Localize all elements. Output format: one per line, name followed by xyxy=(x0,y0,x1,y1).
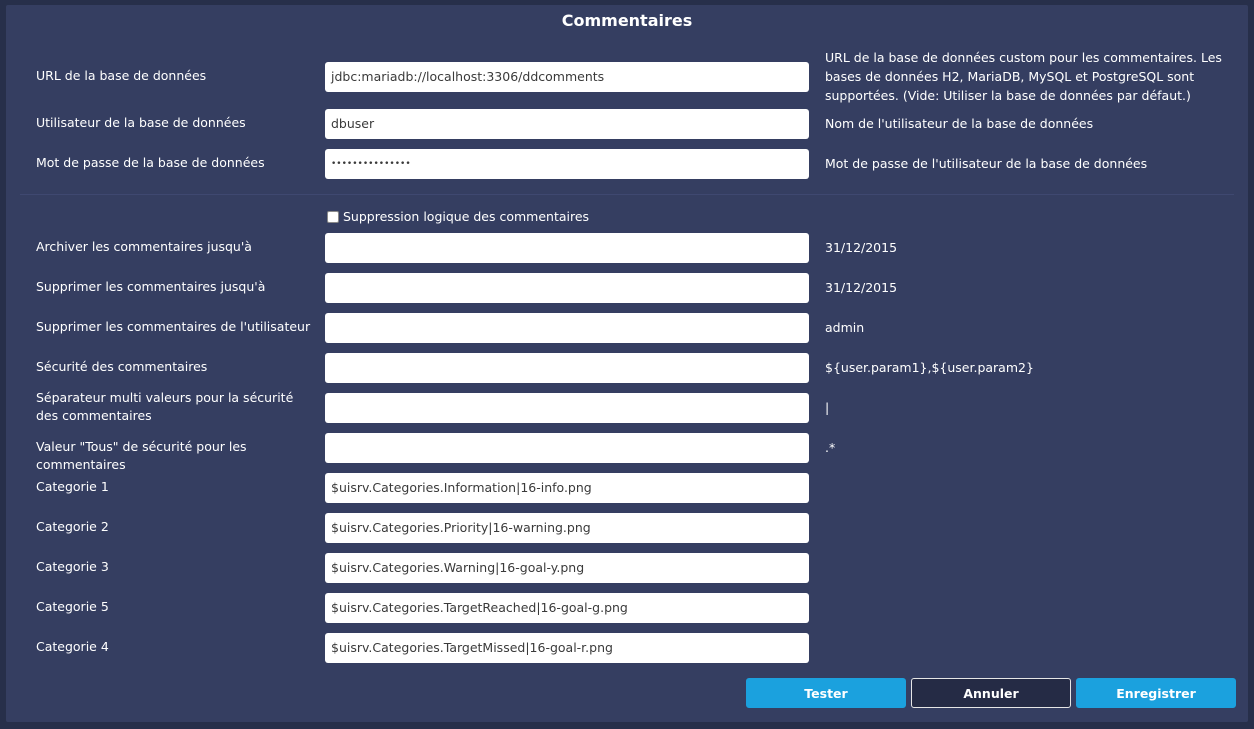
db-url-label: URL de la base de données xyxy=(36,68,207,83)
category-3-label: Categorie 3 xyxy=(36,559,109,574)
all-value-input[interactable] xyxy=(325,433,809,463)
all-value-hint: .* xyxy=(825,440,836,455)
security-label: Sécurité des commentaires xyxy=(36,359,208,374)
multi-separator-input[interactable] xyxy=(325,393,809,423)
save-button[interactable]: Enregistrer xyxy=(1076,678,1236,708)
test-button[interactable]: Tester xyxy=(746,678,906,708)
delete-until-label: Supprimer les commentaires jusqu'à xyxy=(36,279,266,294)
all-value-label: Valeur "Tous" de sécurité pour les commentaires xyxy=(36,439,247,472)
db-user-input[interactable]: dbuser xyxy=(325,109,809,139)
soft-delete-checkbox[interactable] xyxy=(327,211,339,223)
category-4-input[interactable]: $uisrv.Categories.TargetMissed|16-goal-r.png xyxy=(325,633,809,663)
db-user-label: Utilisateur de la base de données xyxy=(36,115,246,130)
db-url-hint: URL de la base de données custom pour les commentaires. Les bases de données H2, MariaDB, MySQL et PostgreSQL sont supportées. (Vide: Utiliser la base de données par défaut.) xyxy=(825,50,1222,103)
db-password-hint: Mot de passe de l'utilisateur de la base de données xyxy=(825,156,1148,171)
delete-user-input[interactable] xyxy=(325,313,809,343)
security-hint: ${user.param1},${user.param2} xyxy=(825,360,1034,375)
cancel-button[interactable]: Annuler xyxy=(911,678,1071,708)
multi-separator-label: Séparateur multi valeurs pour la sécurité des commentaires xyxy=(36,390,294,423)
archive-until-label: Archiver les commentaires jusqu'à xyxy=(36,239,252,254)
multi-separator-hint: | xyxy=(825,400,830,415)
db-password-label: Mot de passe de la base de données xyxy=(36,155,265,170)
category-3-input[interactable]: $uisrv.Categories.Warning|16-goal-y.png xyxy=(325,553,809,583)
delete-user-hint: admin xyxy=(825,320,865,335)
delete-user-label: Supprimer les commentaires de l'utilisateur xyxy=(36,319,311,334)
soft-delete-label[interactable]: Suppression logique des commentaires xyxy=(343,209,590,224)
archive-until-hint: 31/12/2015 xyxy=(825,240,898,255)
category-2-label: Categorie 2 xyxy=(36,519,109,534)
section-divider xyxy=(20,194,1234,195)
delete-until-input[interactable] xyxy=(325,273,809,303)
db-password-input[interactable]: ••••••••••••••• xyxy=(325,149,809,179)
category-1-input[interactable]: $uisrv.Categories.Information|16-info.png xyxy=(325,473,809,503)
archive-until-input[interactable] xyxy=(325,233,809,263)
delete-until-hint: 31/12/2015 xyxy=(825,280,898,295)
category-5-input[interactable]: $uisrv.Categories.TargetReached|16-goal-g.png xyxy=(325,593,809,623)
category-4-label: Categorie 4 xyxy=(36,639,109,654)
security-input[interactable] xyxy=(325,353,809,383)
dialog-title: Commentaires xyxy=(561,11,693,30)
category-1-label: Categorie 1 xyxy=(36,479,109,494)
db-user-hint: Nom de l'utilisateur de la base de données xyxy=(825,116,1094,131)
db-url-input[interactable]: jdbc:mariadb://localhost:3306/ddcomments xyxy=(325,62,809,92)
category-5-label: Categorie 5 xyxy=(36,599,109,614)
category-2-input[interactable]: $uisrv.Categories.Priority|16-warning.png xyxy=(325,513,809,543)
